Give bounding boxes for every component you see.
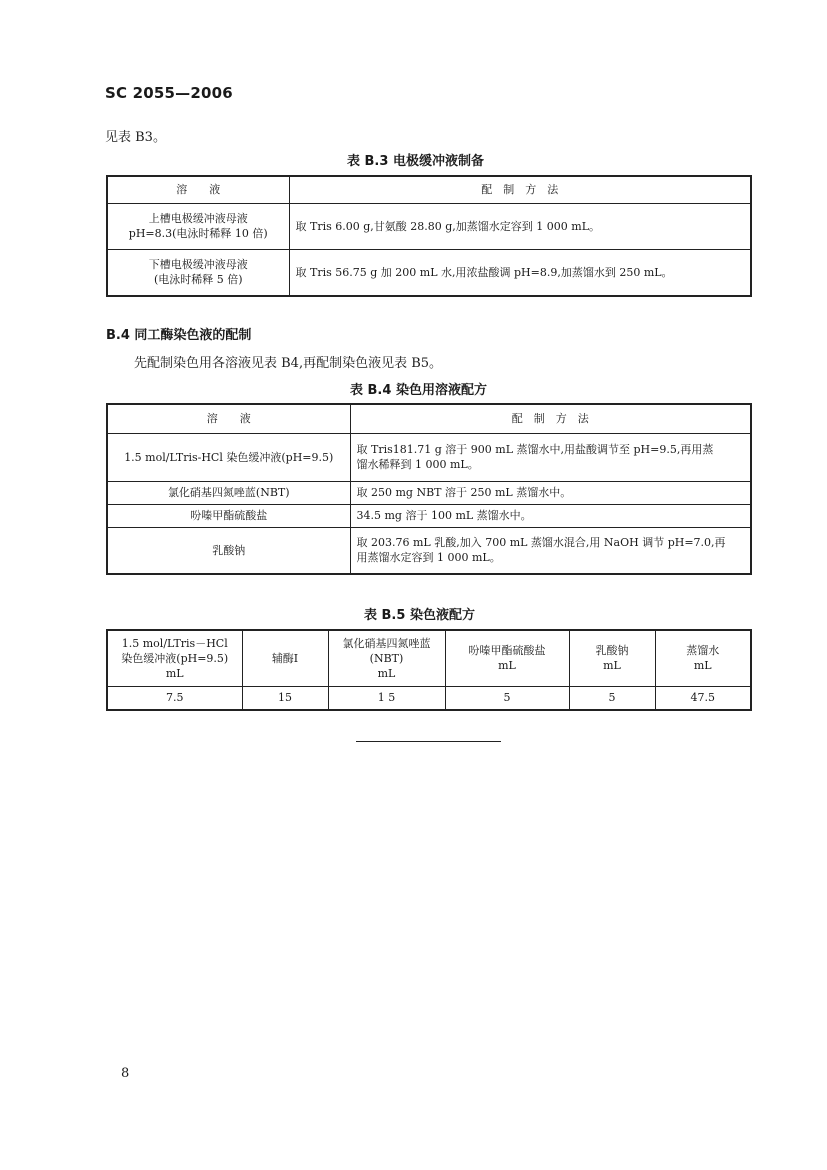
table-cell-value: 5 <box>569 686 655 710</box>
table-b5-header-water: 蒸馏水 mL <box>655 630 751 686</box>
table-cell-value: 7.5 <box>107 686 242 710</box>
table-cell-solution: 氯化硝基四氮唑蓝(NBT) <box>107 481 350 504</box>
table-cell-method: 取 Tris 56.75 g 加 200 mL 水,用浓盐酸调 pH=8.9,加蒸馏水到 250 mL。 <box>289 249 751 296</box>
page-number: 8 <box>121 1066 130 1081</box>
table-b3 <box>106 175 752 297</box>
section-b4-heading: B.4 同工酶染色液的配制 <box>106 328 252 343</box>
table-row <box>107 686 751 710</box>
table-row <box>107 527 751 574</box>
table-cell-solution: 1.5 mol/LTris-HCl 染色缓冲液(pH=9.5) <box>107 433 350 481</box>
table-cell-value: 15 <box>242 686 328 710</box>
table-cell-method: 34.5 mg 溶于 100 mL 蒸馏水中。 <box>350 504 751 527</box>
table-cell-value: 1 5 <box>328 686 445 710</box>
table-row <box>107 481 751 504</box>
table-b4-caption: 表 B.4 染色用溶液配方 <box>350 383 487 398</box>
table-b3-header-solution: 溶 液 <box>107 176 289 203</box>
table-b3-header-method: 配 制 方 法 <box>289 176 751 203</box>
table-cell-method: 取 Tris 6.00 g,甘氨酸 28.80 g,加蒸馏水定容到 1 000 mL。 <box>289 203 751 249</box>
table-cell-solution: 吩嗪甲酯硫酸盐 <box>107 504 350 527</box>
table-b4-header-method: 配 制 方 法 <box>350 404 751 433</box>
table-b4 <box>106 403 752 575</box>
table-cell-method: 取 203.76 mL 乳酸,加入 700 mL 蒸馏水混合,用 NaOH 调节 pH=7.0,再 用蒸馏水定容到 1 000 mL。 <box>350 527 751 574</box>
table-b5-header-buffer: 1.5 mol/LTris－HCl 染色缓冲液(pH=9.5) mL <box>107 630 242 686</box>
table-b5-caption: 表 B.5 染色液配方 <box>364 608 475 623</box>
table-row <box>107 249 751 296</box>
table-b3-caption: 表 B.3 电极缓冲液制备 <box>347 154 484 169</box>
table-cell-value: 5 <box>445 686 569 710</box>
table-cell-solution: 乳酸钠 <box>107 527 350 574</box>
table-row <box>107 433 751 481</box>
table-b5 <box>106 629 752 711</box>
table-cell-method: 取 250 mg NBT 溶于 250 mL 蒸馏水中。 <box>350 481 751 504</box>
table-b4-header-solution: 溶 液 <box>107 404 350 433</box>
table-cell-solution: 上槽电极缓冲液母液 pH=8.3(电泳时稀释 10 倍) <box>107 203 289 249</box>
document-code: SC 2055—2006 <box>105 84 233 102</box>
intro-text: 见表 B3。 <box>105 130 166 145</box>
table-b5-header-pms: 吩嗪甲酯硫酸盐 mL <box>445 630 569 686</box>
table-row <box>107 504 751 527</box>
table-b5-header-coenzyme: 辅酶Ⅰ <box>242 630 328 686</box>
table-cell-method: 取 Tris181.71 g 溶于 900 mL 蒸馏水中,用盐酸调节至 pH=9.5,再用蒸 馏水稀释到 1 000 mL。 <box>350 433 751 481</box>
table-row <box>107 203 751 249</box>
table-b5-header-sodium-lactate: 乳酸钠 mL <box>569 630 655 686</box>
end-rule <box>356 741 501 742</box>
section-b4-text: 先配制染色用各溶液见表 B4,再配制染色液见表 B5。 <box>134 356 443 371</box>
table-b5-header-nbt: 氯化硝基四氮唑蓝 (NBT) mL <box>328 630 445 686</box>
table-cell-value: 47.5 <box>655 686 751 710</box>
table-cell-solution: 下槽电极缓冲液母液 (电泳时稀释 5 倍) <box>107 249 289 296</box>
